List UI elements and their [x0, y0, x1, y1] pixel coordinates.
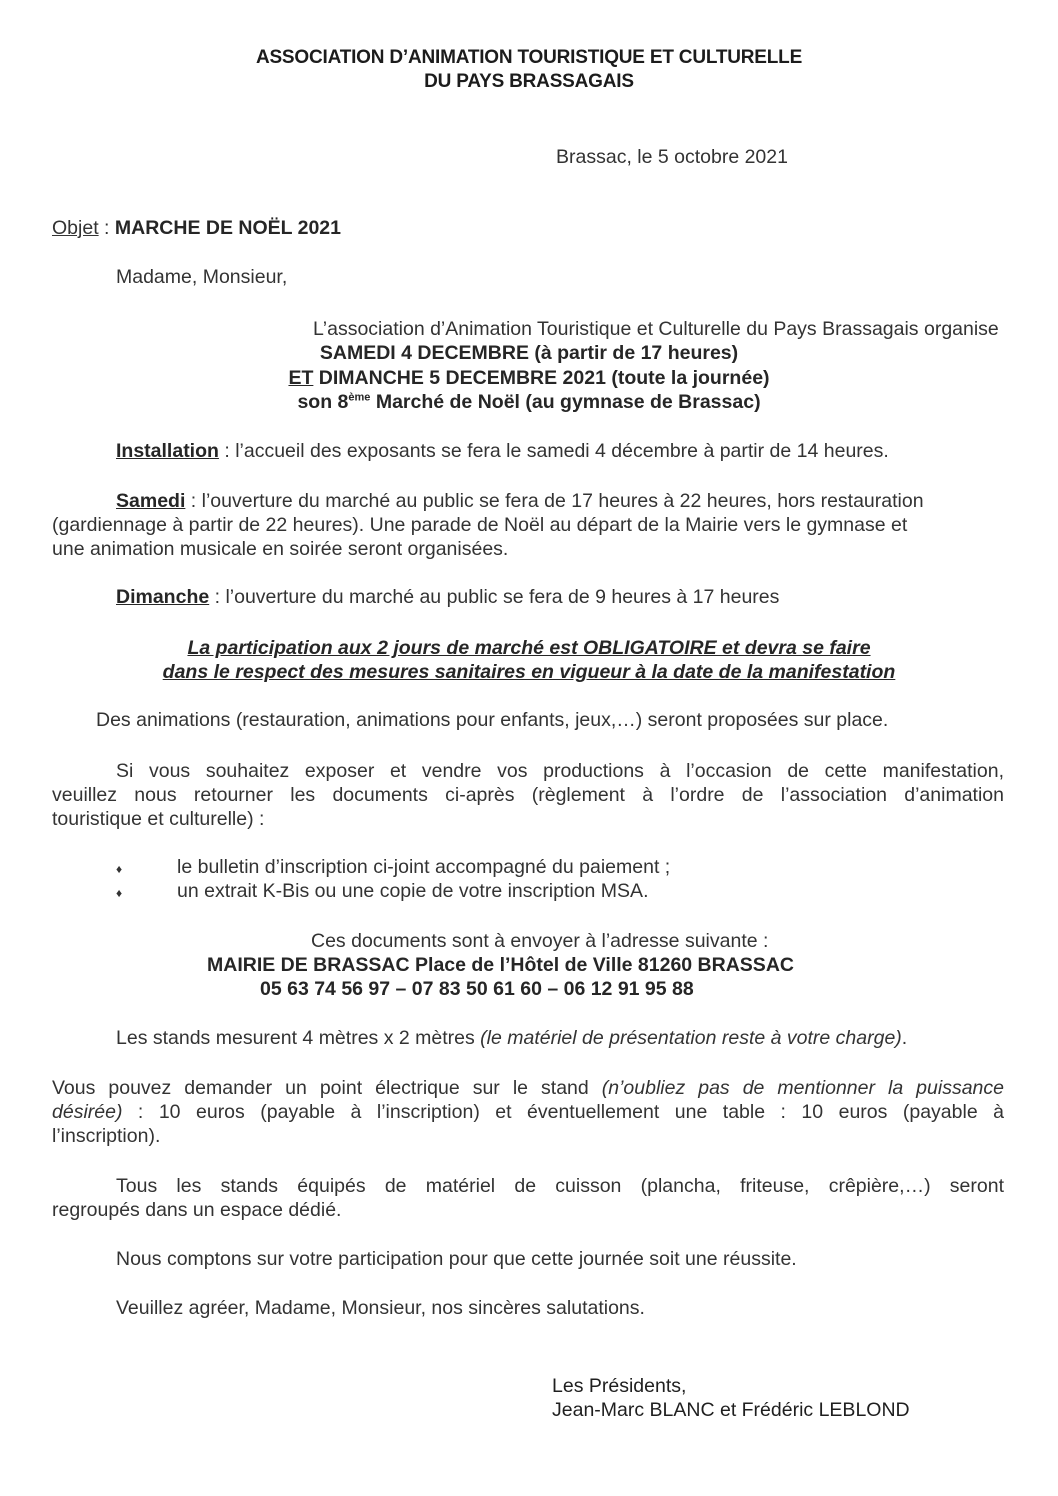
notice-line-2: dans le respect des mesures sanitaires en vigueur à la date de la manifestation	[162, 661, 896, 683]
intro-edition-a: son 8	[297, 391, 349, 413]
cuisson-text-1: Tous les stands équipés de matériel de cuisson (plancha, friteuse, crêpière,…) seront	[116, 1175, 1004, 1197]
samedi-text-1: : l’ouverture du marché au public se fera de 17 heures à 22 heures, hors restauration	[185, 490, 924, 512]
stands-italic: (le matériel de présentation reste à votre charge)	[480, 1027, 902, 1049]
cuisson-line-2: regroupés dans un espace dédié.	[52, 1199, 342, 1221]
address-intro: Ces documents sont à envoyer à l’adresse suivante :	[311, 930, 769, 952]
installation-label: Installation	[116, 440, 219, 462]
exposer-line-2: veuillez nous retourner les documents ci-après (règlement à l’ordre de l’association d’animation	[52, 784, 1004, 806]
exposer-line-3: touristique et culturelle) :	[52, 808, 265, 830]
closing-paragraph: Veuillez agréer, Madame, Monsieur, nos sincères salutations.	[116, 1297, 645, 1319]
subject-separator: :	[98, 217, 115, 239]
electric-line-2	[52, 1101, 1004, 1124]
samedi-label: Samedi	[116, 490, 186, 512]
electric-line-1	[52, 1077, 1004, 1100]
list-item-text: le bulletin d’inscription ci-joint accompagné du paiement ;	[177, 856, 671, 878]
header-line-1: ASSOCIATION D’ANIMATION TOURISTIQUE ET CULTURELLE	[255, 47, 803, 68]
list-item-text: un extrait K-Bis ou une copie de votre inscription MSA.	[177, 880, 649, 902]
dimanche-paragraph	[116, 586, 779, 609]
cuisson-line-1	[52, 1175, 1004, 1198]
intro-line-4	[0, 391, 1058, 414]
exposer-text-1: Si vous souhaitez exposer et vendre vos productions à l’occasion de cette manifestation,	[116, 760, 1004, 782]
comptons-paragraph: Nous comptons sur votre participation pour que cette journée soit une réussite.	[116, 1248, 797, 1270]
electric-line-3: l’inscription).	[52, 1125, 161, 1147]
samedi-line-2: (gardiennage à partir de 22 heures). Une parade de Noël au départ de la Mairie vers le gymnase et	[52, 514, 908, 536]
intro-et: ET	[288, 367, 314, 389]
diamond-bullet-icon: ♦	[116, 886, 123, 900]
signature-names: Jean-Marc BLANC et Frédéric LEBLOND	[552, 1399, 910, 1421]
electric-text-1: Vous pouvez demander un point électrique sur le stand	[52, 1077, 602, 1099]
samedi-line-3: une animation musicale en soirée seront organisées.	[52, 538, 509, 560]
dimanche-label: Dimanche	[116, 586, 210, 608]
address-phones: 05 63 74 56 97 – 07 83 50 61 60 – 06 12 91 95 88	[260, 978, 694, 1000]
intro-line-1: L’association d’Animation Touristique et Culturelle du Pays Brassagais organise	[313, 318, 999, 340]
signature-title: Les Présidents,	[552, 1375, 687, 1397]
stands-paragraph	[116, 1027, 907, 1050]
date-line: Brassac, le 5 octobre 2021	[556, 146, 788, 168]
exposer-line-1	[52, 760, 1004, 783]
subject-value: MARCHE DE NOËL 2021	[114, 217, 341, 239]
notice-line-1: La participation aux 2 jours de marché est OBLIGATOIRE et devra se faire	[187, 637, 871, 659]
subject-line	[52, 217, 341, 240]
installation-paragraph	[116, 440, 889, 463]
intro-edition-sup: ème	[348, 391, 371, 404]
animations-paragraph: Des animations (restauration, animations pour enfants, jeux,…) seront proposées sur place.	[96, 709, 889, 731]
electric-text-2: : 10 euros (payable à l’inscription) et éventuellement une table : 10 euros (payable à	[122, 1101, 1004, 1123]
stands-text: Les stands mesurent 4 mètres x 2 mètres	[116, 1027, 481, 1049]
stands-end: .	[901, 1027, 908, 1049]
samedi-line-1	[116, 490, 924, 513]
installation-text: : l’accueil des exposants se fera le samedi 4 décembre à partir de 14 heures.	[218, 440, 889, 462]
subject-label: Objet	[52, 217, 99, 239]
intro-edition-b: Marché de Noël (au gymnase de Brassac)	[370, 391, 761, 413]
list-item	[116, 880, 649, 903]
diamond-bullet-icon: ♦	[116, 862, 123, 876]
intro-line-2: SAMEDI 4 DECEMBRE (à partir de 17 heures)	[319, 342, 739, 364]
salutation: Madame, Monsieur,	[116, 266, 288, 288]
dimanche-text: : l’ouverture du marché au public se fera de 9 heures à 17 heures	[209, 586, 780, 608]
intro-line-3	[0, 367, 1058, 390]
electric-italic-2: désirée)	[52, 1101, 123, 1123]
list-item	[116, 856, 671, 879]
header-line-2: DU PAYS BRASSAGAIS	[424, 71, 634, 92]
address-line: MAIRIE DE BRASSAC Place de l’Hôtel de Ville 81260 BRASSAC	[207, 954, 794, 976]
electric-italic-1: (n’oubliez pas de mentionner la puissance	[601, 1077, 1004, 1099]
intro-dimanche: DIMANCHE 5 DECEMBRE 2021 (toute la journée)	[313, 367, 770, 389]
